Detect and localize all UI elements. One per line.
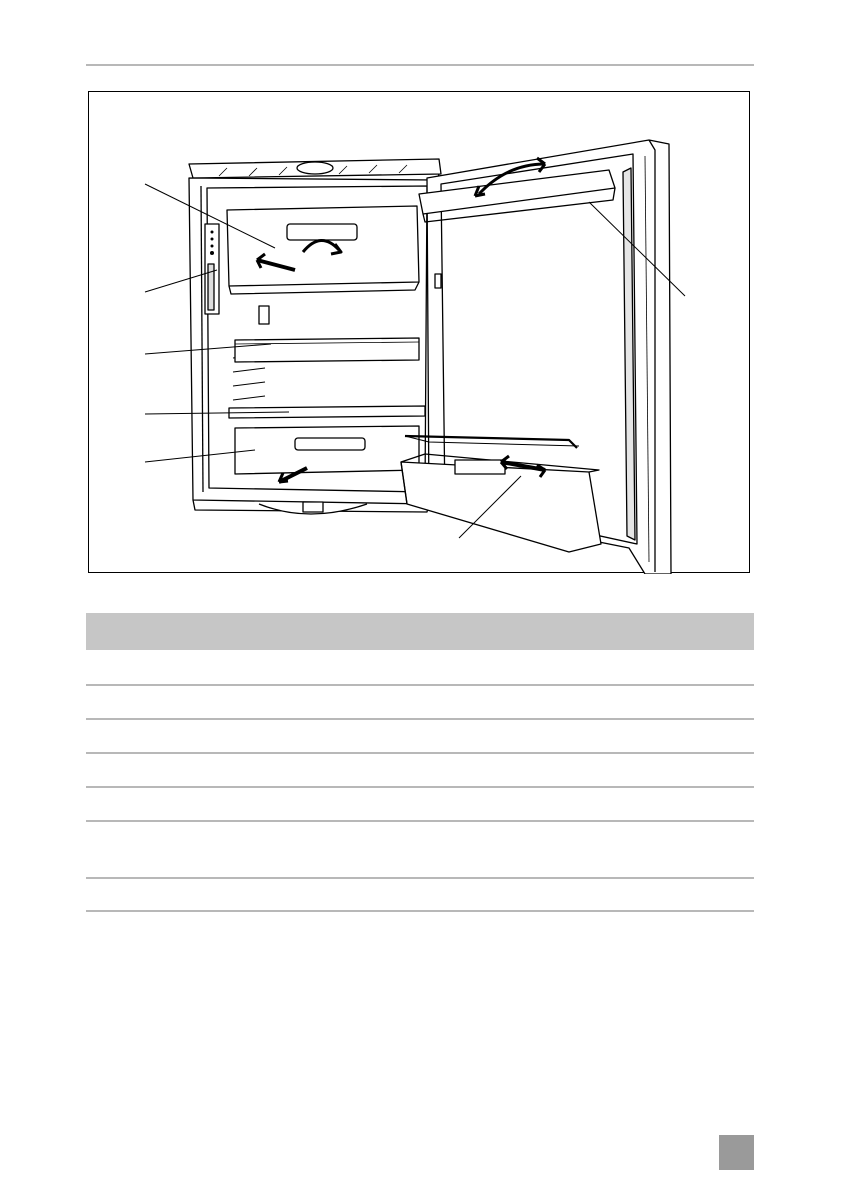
freezer-handle xyxy=(287,224,357,240)
table-row-rule xyxy=(86,718,754,720)
fridge-illustration xyxy=(89,92,751,574)
header-rule xyxy=(86,64,754,66)
table-row-rule xyxy=(86,752,754,754)
table-row-rule xyxy=(86,910,754,912)
table-row-rule xyxy=(86,786,754,788)
fridge-figure xyxy=(88,91,750,573)
freezer-compartment xyxy=(227,206,419,286)
table-row-rule xyxy=(86,877,754,879)
table-row-rule xyxy=(86,684,754,686)
table-header-band xyxy=(86,613,754,650)
page-number-badge xyxy=(719,1135,754,1170)
bottle-rack xyxy=(401,462,601,552)
table-row-rule xyxy=(86,820,754,822)
top-hinge xyxy=(297,162,333,174)
upper-shelf xyxy=(235,338,419,362)
